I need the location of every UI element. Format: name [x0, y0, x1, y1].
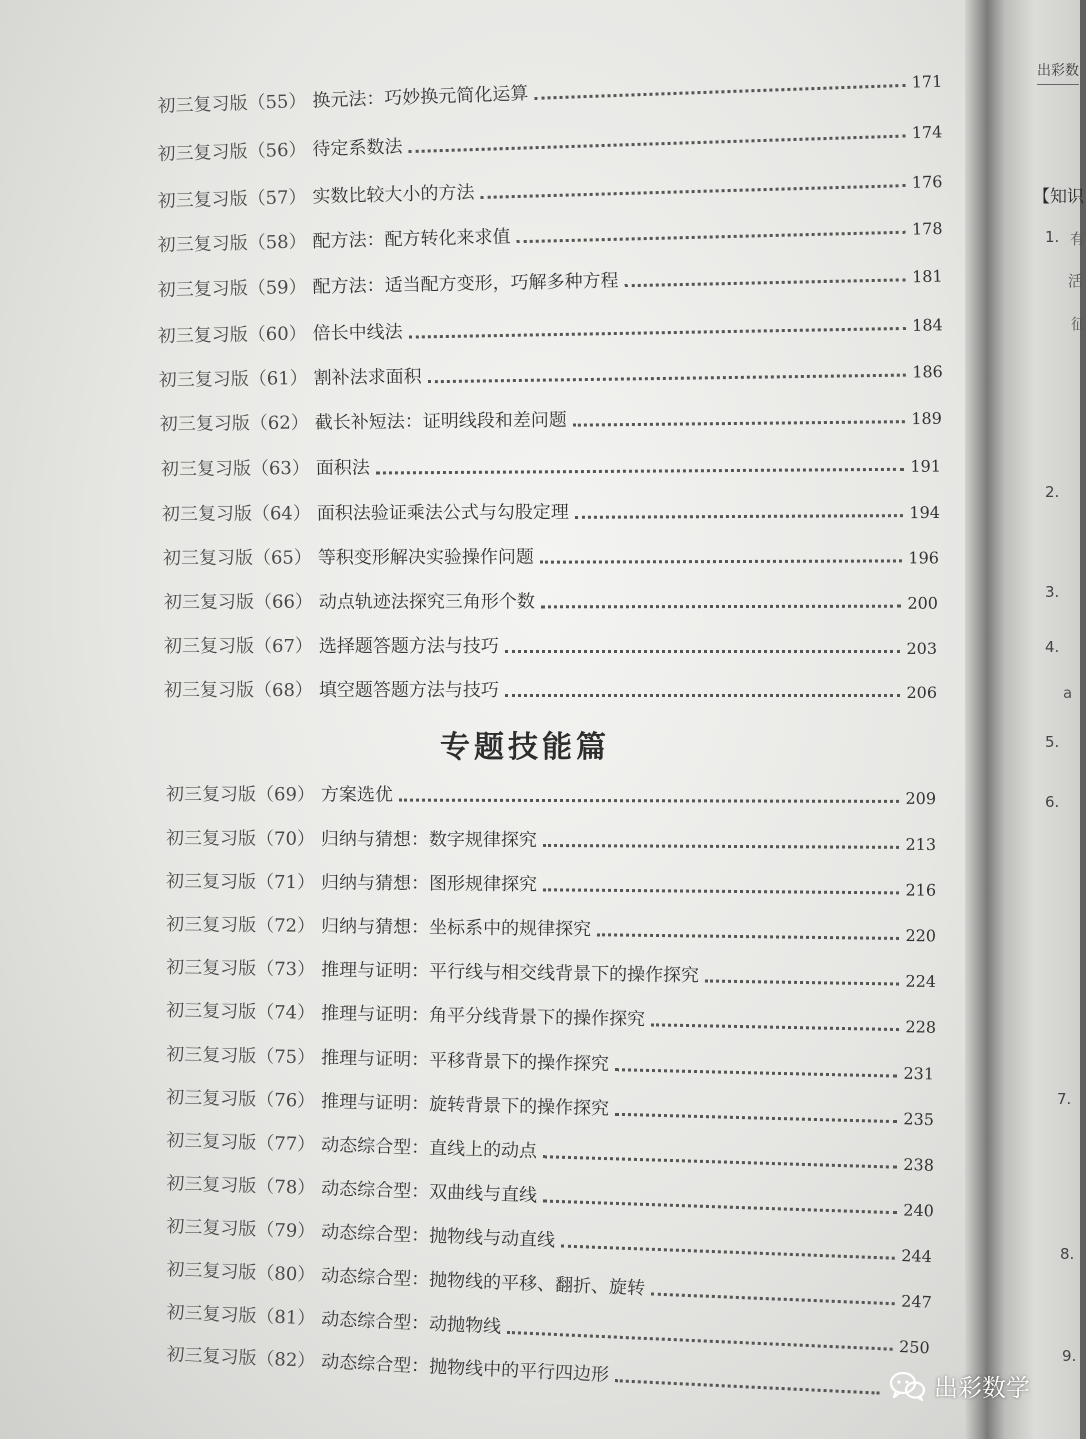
- toc-entry-page: 189: [911, 408, 942, 429]
- right-page-number: 8.: [1060, 1245, 1075, 1263]
- toc-entry-page: 224: [905, 971, 937, 992]
- toc-entry-title: 截长补短法：证明线段和差问题: [314, 409, 567, 434]
- toc-entry-prefix: 初三复习版（81）: [166, 1302, 316, 1330]
- leader-dots: [705, 978, 900, 985]
- toc-entry[interactable]: [166, 776, 936, 808]
- toc-entry-page: 244: [900, 1245, 933, 1267]
- right-page-section-label: 【知识: [1033, 187, 1084, 207]
- toc-entry-prefix: 初三复习版（79）: [166, 1216, 316, 1243]
- book-page-right: [1005, 0, 1086, 1439]
- toc-entry-title: 面积法验证乘法公式与勾股定理: [316, 501, 569, 525]
- leader-dots: [615, 1378, 880, 1394]
- toc-entry-title: 割补法求面积: [313, 366, 422, 389]
- leader-dots: [625, 277, 907, 287]
- leader-dots: [575, 513, 904, 519]
- toc-entry[interactable]: [166, 1036, 934, 1083]
- toc-entry-page: 178: [911, 218, 943, 239]
- right-page-fragment: 活: [1068, 272, 1084, 290]
- toc-entry-page: 250: [898, 1337, 931, 1358]
- toc-entry-page: 228: [905, 1017, 937, 1037]
- watermark-text: 出彩数学: [934, 1374, 1030, 1402]
- toc-entry[interactable]: [164, 628, 937, 658]
- leader-dots: [543, 843, 900, 849]
- toc-entry[interactable]: [164, 672, 937, 702]
- right-page-number: 5.: [1045, 733, 1060, 751]
- toc-entry-page: 194: [909, 502, 940, 523]
- toc-entry-title: 推理与证明：旋转背景下的操作探究: [320, 1091, 610, 1120]
- watermark: [888, 1368, 1030, 1403]
- toc-entry-title: 面积法: [315, 457, 370, 479]
- toc-entry-prefix: 初三复习版（69）: [166, 784, 315, 806]
- toc-entry-title: 方案选优: [320, 784, 393, 806]
- right-page-number: 3.: [1045, 583, 1060, 601]
- toc-entry-page: 181: [911, 266, 943, 287]
- toc-entry[interactable]: [157, 111, 943, 166]
- right-page-number: 4.: [1045, 638, 1060, 656]
- leader-dots: [543, 887, 900, 894]
- right-page-number: 6.: [1045, 793, 1060, 811]
- toc-entry-page: 216: [905, 880, 937, 900]
- toc-entry-prefix: 初三复习版（64）: [161, 503, 311, 525]
- toc-entry-prefix: 初三复习版（76）: [166, 1087, 316, 1112]
- toc-entry-title: 动点轨迹法探究三角形个数: [318, 591, 535, 613]
- toc-entry[interactable]: [166, 820, 936, 854]
- toc-entry-title: 实数比较大小的方法: [312, 182, 475, 208]
- toc-entry-title: 推理与证明：平移背景下的操作探究: [320, 1047, 610, 1076]
- toc-entry[interactable]: [162, 492, 940, 526]
- leader-dots: [615, 1067, 898, 1077]
- toc-entry-title: 归纳与猜想：数字规律探究: [320, 828, 538, 851]
- toc-entry-prefix: 初三复习版（60）: [157, 323, 307, 348]
- toc-entry-title: 换元法：巧妙换元简化运算: [312, 83, 529, 112]
- toc-entry[interactable]: [166, 949, 936, 991]
- toc-entry-prefix: 初三复习版（58）: [157, 231, 307, 257]
- toc-entry-prefix: 初三复习版（72）: [166, 914, 316, 937]
- right-page-number: 9.: [1062, 1347, 1077, 1365]
- toc-entry-title: 推理与证明：角平分线背景下的操作探究: [320, 1002, 646, 1031]
- toc-entry[interactable]: [161, 446, 941, 481]
- leader-dots: [651, 1022, 900, 1031]
- toc-entry-page: 196: [908, 548, 939, 568]
- toc-entry-prefix: 初三复习版（71）: [166, 871, 316, 894]
- toc-entry-prefix: 初三复习版（82）: [166, 1344, 316, 1373]
- toc-entry-title: 动态综合型：抛物线与动直线: [320, 1221, 556, 1252]
- toc-entry-page: 176: [911, 172, 943, 192]
- toc-entry-prefix: 初三复习版（68）: [164, 680, 313, 701]
- leader-dots: [541, 604, 902, 609]
- toc-entry-page: 247: [900, 1291, 933, 1312]
- toc-entry-title: 等积变形解决实验操作问题: [317, 546, 534, 569]
- toc-entry[interactable]: [157, 161, 943, 213]
- toc-entry-page: 231: [903, 1063, 935, 1084]
- toc-entry-title: 推理与证明：平行线与相交线背景下的操作探究: [320, 959, 700, 987]
- right-page-number: 1.: [1045, 228, 1060, 246]
- toc-entry-page: 200: [907, 593, 938, 613]
- toc-entry-prefix: 初三复习版（61）: [158, 367, 308, 392]
- toc-entry[interactable]: [157, 61, 943, 118]
- leader-dots: [428, 373, 907, 384]
- leader-dots: [376, 467, 905, 475]
- right-page-header: 出彩数: [1037, 60, 1079, 85]
- toc-entry-page: 240: [903, 1200, 935, 1221]
- toc-entry-page: 191: [910, 456, 941, 476]
- toc-entry-prefix: 初三复习版（77）: [166, 1130, 316, 1156]
- toc-entry-prefix: 初三复习版（56）: [157, 139, 307, 166]
- toc-entry[interactable]: [160, 398, 942, 436]
- leader-dots: [651, 1291, 896, 1305]
- toc-entry-prefix: 初三复习版（62）: [159, 412, 309, 436]
- leader-dots: [540, 558, 903, 563]
- toc-entry-title: 配方法：适当配方变形，巧解多种方程: [312, 270, 619, 298]
- toc-entry[interactable]: [157, 208, 942, 257]
- toc-entry-prefix: 初三复习版（66）: [163, 591, 313, 613]
- toc-entry[interactable]: [157, 304, 942, 348]
- leader-dots: [517, 230, 907, 244]
- toc-entry-page: 184: [912, 315, 943, 335]
- toc-entry-page: 171: [911, 71, 943, 92]
- toc-entry-prefix: 初三复习版（63）: [160, 457, 310, 481]
- toc-entry-title: 倍长中线法: [312, 321, 403, 345]
- toc-entry[interactable]: [166, 863, 936, 900]
- toc-entry-prefix: 初三复习版（55）: [157, 90, 307, 118]
- toc-entry-prefix: 初三复习版（65）: [162, 547, 312, 569]
- toc-entry[interactable]: [166, 906, 936, 945]
- toc-entry-title: 配方法：配方转化来求值: [312, 226, 511, 253]
- right-page-number: 7.: [1057, 1090, 1072, 1108]
- toc-entry-title: 归纳与猜想：坐标系中的规律探究: [320, 915, 592, 941]
- leader-dots: [615, 1112, 898, 1123]
- toc-entry[interactable]: [164, 583, 938, 614]
- toc-entry-title: 动态综合型：双曲线与直线: [320, 1178, 538, 1207]
- leader-dots: [399, 798, 900, 803]
- toc-entry[interactable]: [166, 992, 936, 1037]
- toc-entry-title: 动态综合型：抛物线中的平行四边形: [320, 1351, 610, 1386]
- leader-dots: [408, 133, 905, 153]
- leader-dots: [543, 1199, 897, 1215]
- wechat-icon: [888, 1371, 926, 1401]
- toc-entry-prefix: 初三复习版（74）: [166, 1000, 316, 1024]
- leader-dots: [534, 83, 905, 100]
- leader-dots: [543, 1154, 898, 1169]
- toc-entry-page: 203: [906, 639, 937, 658]
- toc-entry-prefix: 初三复习版（59）: [157, 276, 307, 302]
- leader-dots: [507, 1330, 893, 1351]
- toc-entry[interactable]: [159, 351, 943, 392]
- leader-dots: [561, 1243, 895, 1259]
- toc-entry-prefix: 初三复习版（78）: [166, 1173, 316, 1199]
- toc-entry-prefix: 初三复习版（70）: [166, 828, 316, 850]
- right-page-fragment: 有: [1070, 230, 1086, 248]
- toc-entry-title: 动态综合型：动抛物线: [320, 1308, 502, 1338]
- toc-entry-title: 动态综合型：直线上的动点: [320, 1134, 538, 1163]
- toc-entry-title: 动态综合型：抛物线的平移、翻折、旋转: [320, 1265, 646, 1300]
- toc-entry-title: 归纳与猜想：图形规律探究: [320, 872, 538, 896]
- toc-entry-prefix: 初三复习版（67）: [164, 636, 313, 657]
- toc-entry-page: 186: [912, 362, 943, 382]
- toc-entry[interactable]: [166, 1079, 935, 1129]
- toc-entry-title: 选择题答题方法与技巧: [318, 636, 499, 657]
- right-page-fragment: 征: [1071, 315, 1086, 333]
- toc-entry-page: 238: [903, 1154, 935, 1175]
- toc-entry-page: 209: [905, 788, 937, 809]
- toc-entry-page: 206: [906, 683, 937, 702]
- toc-entry[interactable]: [157, 256, 942, 302]
- toc-entry-title: 填空题答题方法与技巧: [318, 680, 499, 701]
- section-heading: 专题技能篇: [440, 730, 610, 765]
- toc-entry-prefix: 初三复习版（57）: [157, 186, 307, 213]
- toc-entry-page: 235: [903, 1109, 935, 1130]
- right-page-number: 2.: [1045, 483, 1060, 501]
- toc-entry-prefix: 初三复习版（75）: [166, 1044, 316, 1069]
- toc-entry-page: 174: [911, 122, 943, 143]
- toc-entry-title: 待定系数法: [312, 136, 403, 161]
- leader-dots: [481, 183, 906, 199]
- leader-dots: [505, 693, 901, 697]
- right-page-fragment: a: [1063, 684, 1073, 702]
- toc-entry-page: 213: [905, 834, 937, 855]
- toc-entry-prefix: 初三复习版（73）: [166, 957, 316, 981]
- toc-entry-prefix: 初三复习版（80）: [166, 1259, 316, 1286]
- toc-entry-page: 220: [905, 926, 937, 946]
- leader-dots: [573, 419, 906, 426]
- toc-entry[interactable]: [166, 1122, 935, 1175]
- toc-entry[interactable]: [163, 537, 939, 570]
- leader-dots: [597, 932, 900, 940]
- book-spine: [965, 0, 1005, 1439]
- leader-dots: [409, 326, 907, 339]
- leader-dots: [505, 649, 901, 653]
